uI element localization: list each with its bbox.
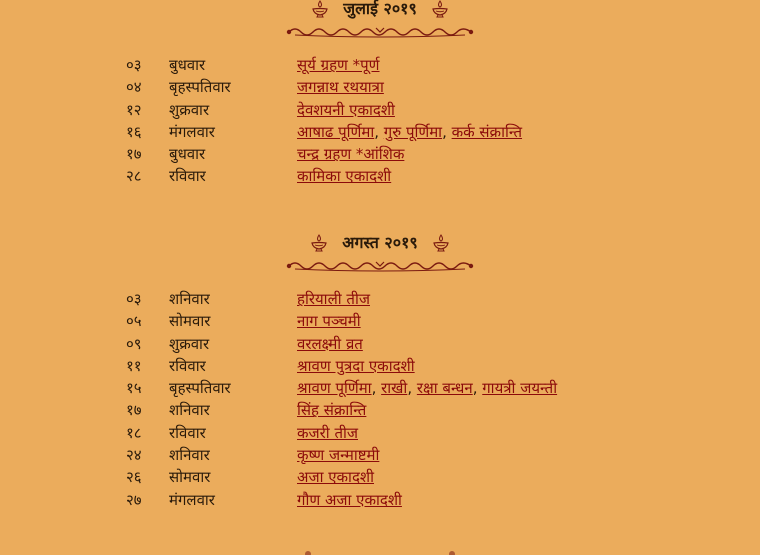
festival-date: २४ <box>126 446 142 465</box>
festival-link[interactable]: आषाढ पूर्णिमा <box>297 122 375 141</box>
festival-weekday: शनिवार <box>169 401 210 420</box>
festival-link[interactable]: अजा एकादशी <box>297 468 374 487</box>
festival-link[interactable]: गायत्री जयन्ती <box>482 379 558 398</box>
festival-events <box>297 355 415 377</box>
festival-date: ११ <box>126 356 142 375</box>
festival-link[interactable]: कजरी तीज <box>297 423 359 442</box>
festival-weekday: सोमवार <box>169 312 211 331</box>
festival-weekday: रविवार <box>169 167 206 186</box>
festival-date: १२ <box>126 100 142 119</box>
diya-lamp-icon <box>310 234 328 252</box>
festival-events <box>297 121 522 143</box>
festival-date: २६ <box>126 468 142 487</box>
festival-link[interactable]: कृष्ण जन्माष्टमी <box>297 446 380 465</box>
festival-date: ०४ <box>126 78 142 97</box>
festival-events <box>297 377 557 399</box>
festival-weekday: बृहस्पतिवार <box>169 78 231 97</box>
event-separator: , <box>374 122 384 141</box>
festival-weekday: बुधवार <box>169 145 206 164</box>
festival-date: ०५ <box>126 312 142 331</box>
festival-date: १७ <box>126 401 142 420</box>
festival-link[interactable]: जगन्नाथ रथयात्रा <box>297 78 384 97</box>
festival-weekday: शनिवार <box>169 290 210 308</box>
festival-link[interactable]: रक्षा बन्धन <box>416 379 473 398</box>
festival-weekday: बुधवार <box>169 56 206 74</box>
festival-date: २८ <box>126 167 142 186</box>
festival-link[interactable]: नाग पञ्चमी <box>297 312 361 331</box>
festival-weekday: रविवार <box>169 356 206 375</box>
festival-link[interactable]: कर्क संक्रान्ति <box>451 122 523 141</box>
festival-row <box>0 121 760 143</box>
festival-events <box>297 76 384 98</box>
diya-lamp-icon <box>431 0 449 18</box>
festival-date: ०३ <box>126 290 142 308</box>
diya-lamp-icon <box>432 234 450 252</box>
festival-row <box>0 355 760 377</box>
festival-row <box>0 444 760 466</box>
festival-date: ०९ <box>126 334 142 353</box>
festival-weekday: शुक्रवार <box>169 334 210 353</box>
festival-events <box>297 310 361 332</box>
festival-link[interactable]: श्रावण पूर्णिमा <box>297 379 372 398</box>
month-section-july <box>0 0 760 188</box>
festival-date: ०३ <box>126 56 142 74</box>
festival-link[interactable]: चन्द्र ग्रहण *आंशिक <box>297 145 405 164</box>
festival-weekday: शुक्रवार <box>169 100 210 119</box>
festival-row <box>0 310 760 332</box>
festival-weekday: सोमवार <box>169 468 211 487</box>
festival-weekday: मंगलवार <box>169 122 215 141</box>
festival-events <box>297 99 395 121</box>
diya-lamp-icon <box>311 0 329 18</box>
festival-date: १८ <box>126 423 142 442</box>
festival-row <box>0 76 760 98</box>
festival-row <box>0 377 760 399</box>
festival-events <box>297 466 374 488</box>
month-title: अगस्त २०१९ <box>342 233 418 252</box>
festival-date: १५ <box>126 379 142 398</box>
festival-row <box>0 165 760 187</box>
festival-date: १७ <box>126 145 142 164</box>
festival-link[interactable]: गौण अजा एकादशी <box>297 490 402 509</box>
festival-link[interactable]: हरियाली तीज <box>297 290 370 308</box>
festival-row <box>0 54 760 76</box>
next-month-header-partial <box>280 548 480 555</box>
festival-date: २७ <box>126 490 142 509</box>
festival-row <box>0 489 760 511</box>
festival-events <box>297 399 366 421</box>
festival-row <box>0 288 760 310</box>
month-title: जुलाई २०१९ <box>343 0 417 18</box>
festival-link[interactable]: वरलक्ष्मी व्रत <box>297 334 363 353</box>
month-header <box>0 0 760 24</box>
festival-link[interactable]: सूर्य ग्रहण *पूर्ण <box>297 56 380 74</box>
festival-date: १६ <box>126 122 142 141</box>
festival-events <box>297 422 358 444</box>
month-section-august <box>0 232 760 511</box>
festival-row <box>0 99 760 121</box>
festival-weekday: बृहस्पतिवार <box>169 379 231 398</box>
month-header <box>0 232 760 258</box>
festival-link[interactable]: सिंह संक्रान्ति <box>297 401 367 420</box>
festival-row <box>0 333 760 355</box>
festival-link[interactable]: देवशयनी एकादशी <box>297 100 395 119</box>
event-separator: , <box>442 122 452 141</box>
festival-link[interactable]: राखी <box>381 379 408 398</box>
festival-row <box>0 143 760 165</box>
event-separator: , <box>371 379 382 398</box>
festival-events <box>297 333 363 355</box>
event-separator: , <box>407 379 417 398</box>
festival-weekday: शनिवार <box>169 446 210 465</box>
festival-link[interactable]: श्रावण पुत्रदा एकादशी <box>297 356 415 375</box>
festival-events <box>297 288 370 310</box>
event-separator: , <box>472 379 483 398</box>
festival-row <box>0 422 760 444</box>
festival-events <box>297 54 380 76</box>
festival-events <box>297 489 402 511</box>
festival-events <box>297 444 379 466</box>
festival-weekday: मंगलवार <box>169 490 215 509</box>
festival-weekday: रविवार <box>169 423 206 442</box>
festival-link[interactable]: कामिका एकादशी <box>297 167 392 186</box>
festival-list <box>0 54 760 188</box>
ornamental-divider <box>285 24 475 40</box>
festival-events <box>297 165 391 187</box>
ornamental-divider <box>285 258 475 274</box>
festival-link[interactable]: गुरु पूर्णिमा <box>383 122 443 141</box>
festival-row <box>0 466 760 488</box>
festival-row <box>0 399 760 421</box>
festival-list <box>0 288 760 511</box>
festival-events <box>297 143 404 165</box>
